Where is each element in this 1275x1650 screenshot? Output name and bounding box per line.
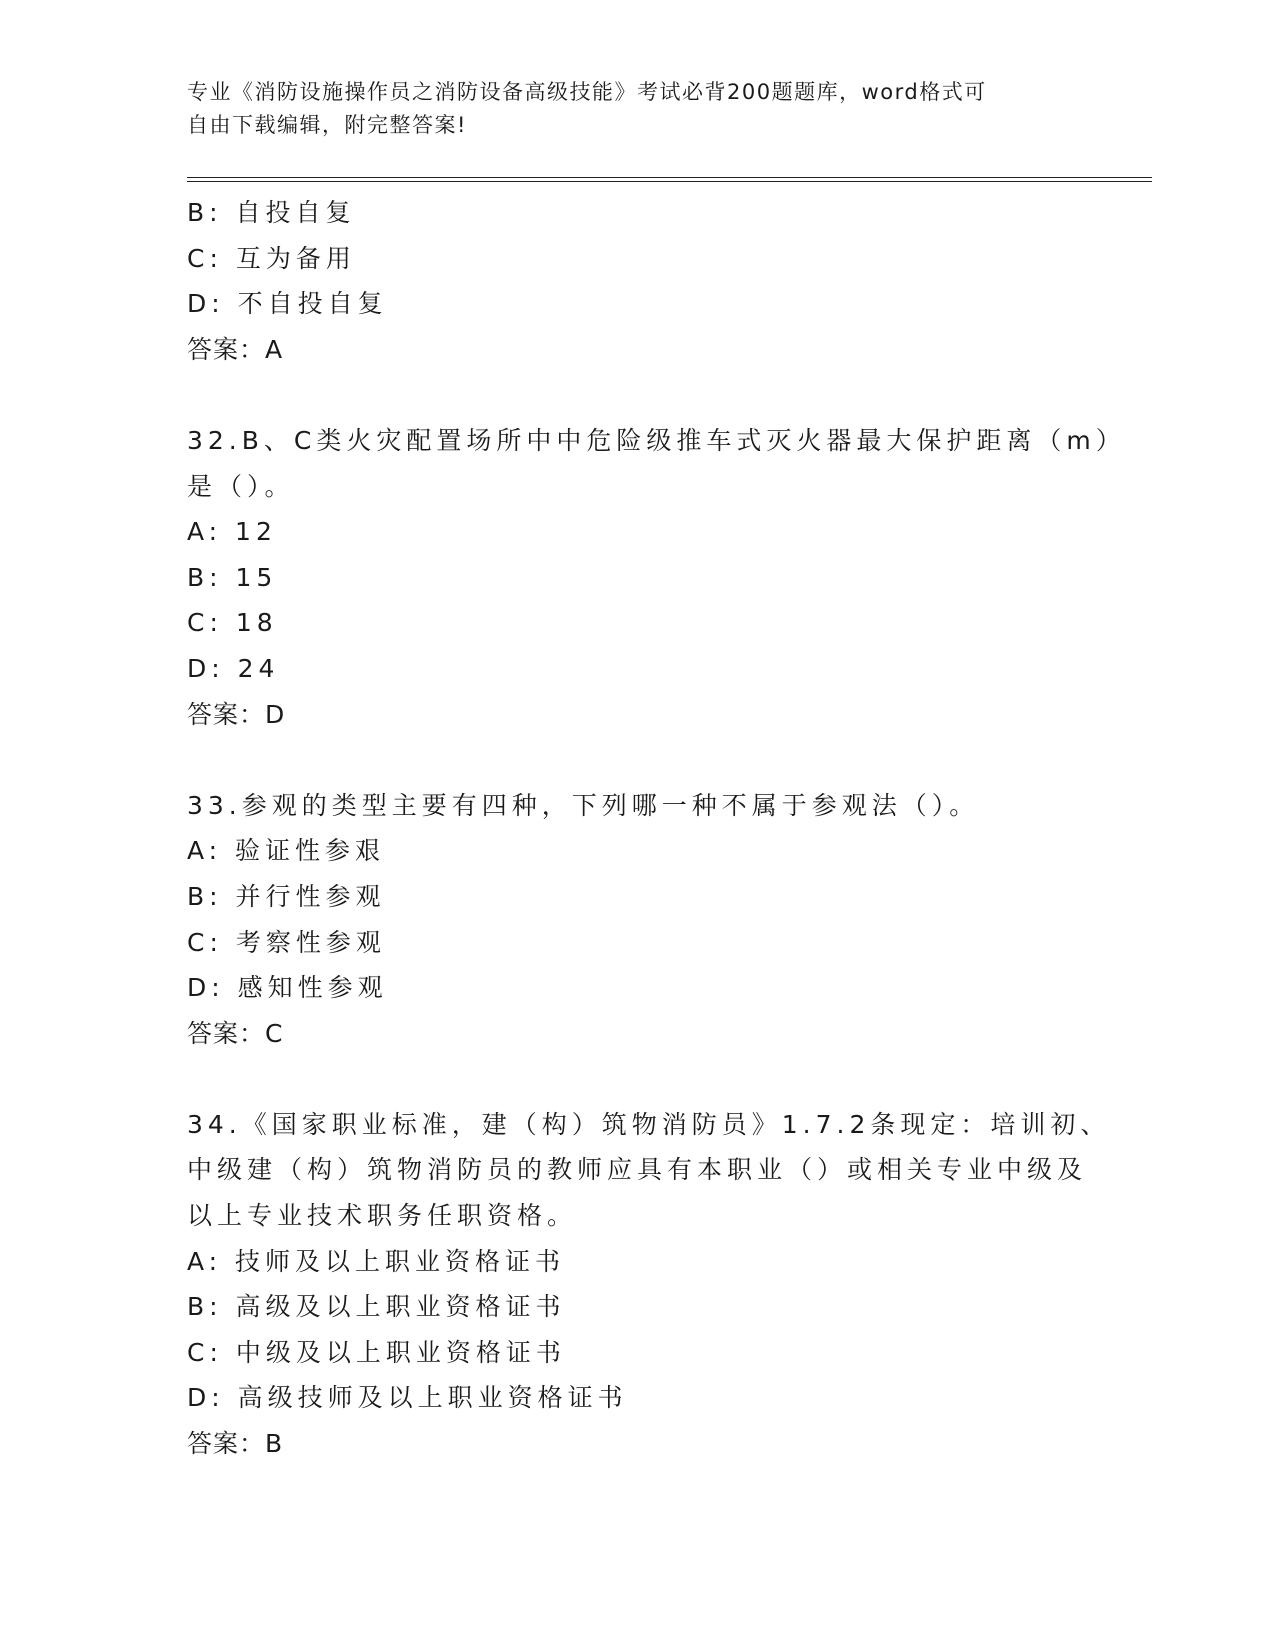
answer: 答案：D xyxy=(187,699,286,729)
question-31 xyxy=(187,190,1087,372)
option-a: A: 验证性参艰 xyxy=(187,836,386,866)
document-header xyxy=(187,76,1067,142)
spacer xyxy=(187,737,1087,783)
answer: 答案：C xyxy=(187,1018,284,1048)
header-line-2: 自由下载编辑，附完整答案! xyxy=(187,113,467,137)
question-32 xyxy=(187,418,1126,737)
question-stem: 32.B、C类火灾配置场所中中危险级推车式灭火器最大保护距离（m） xyxy=(187,425,1126,455)
option-b: B: 高级及以上职业资格证书 xyxy=(187,1292,566,1322)
header-line-1: 专业《消防设施操作员之消防设备高级技能》考试必背200题题库，word格式可 xyxy=(187,80,987,104)
option-c: C: 18 xyxy=(187,608,278,638)
question-stem: 34.《国家职业标准，建（构）筑物消防员》1.7.2条现定：培训初、 xyxy=(187,1109,1111,1139)
question-33 xyxy=(187,783,1087,1057)
spacer xyxy=(187,1056,1087,1102)
answer: 答案：B xyxy=(187,1429,284,1459)
question-34 xyxy=(187,1102,1111,1467)
question-list xyxy=(187,190,1126,1467)
option-c: C: 中级及以上职业资格证书 xyxy=(187,1337,566,1367)
question-stem: 是（）。 xyxy=(187,471,295,501)
option-b: B: 15 xyxy=(187,562,278,592)
spacer xyxy=(187,372,1087,418)
option-a: A: 技师及以上职业资格证书 xyxy=(187,1246,566,1276)
option-c: C: 互为备用 xyxy=(187,243,356,273)
question-stem: 以上专业技术职务任职资格。 xyxy=(187,1201,578,1231)
option-d: D: 24 xyxy=(187,653,280,683)
option-d: D: 感知性参观 xyxy=(187,973,388,1003)
question-stem: 中级建（构）筑物消防员的教师应具有本职业（）或相关专业中级及 xyxy=(187,1155,1088,1185)
option-b: B: 并行性参观 xyxy=(187,881,386,911)
option-b: B: 自投自复 xyxy=(187,198,356,227)
header-divider xyxy=(187,177,1152,182)
option-d: D: 高级技师及以上职业资格证书 xyxy=(187,1383,628,1413)
answer: 答案：A xyxy=(187,334,284,364)
option-d: D: 不自投自复 xyxy=(187,289,388,319)
option-c: C: 考察性参观 xyxy=(187,927,386,957)
question-stem: 33.参观的类型主要有四种，下列哪一种不属于参观法（）。 xyxy=(187,790,980,820)
option-a: A: 12 xyxy=(187,517,277,547)
